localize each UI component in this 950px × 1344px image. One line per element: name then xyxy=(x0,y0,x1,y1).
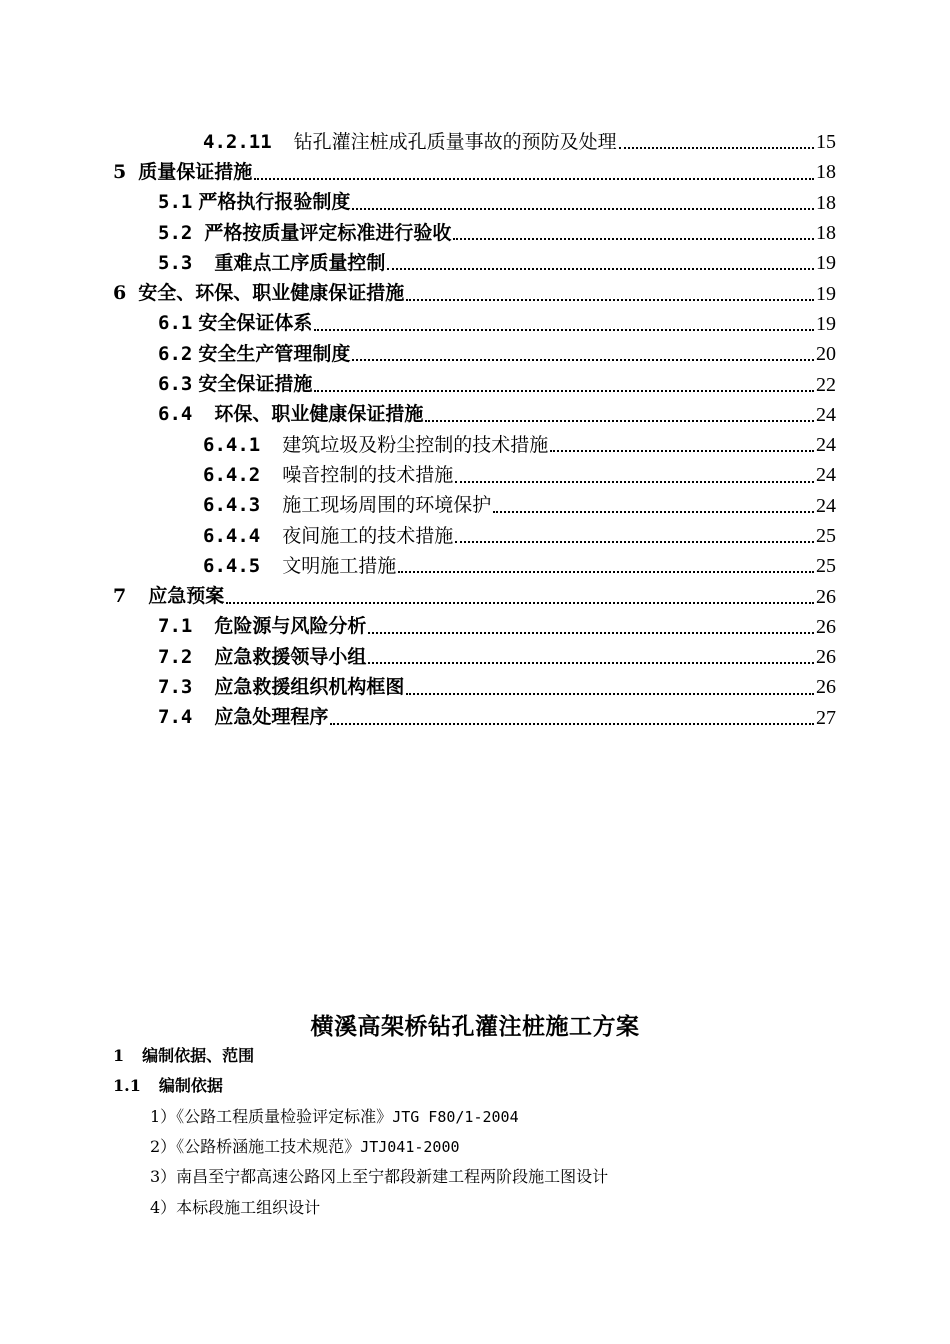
toc-entry-number: 7 xyxy=(113,585,127,608)
toc-entry-page: 15 xyxy=(816,131,836,154)
toc-entry[interactable] xyxy=(0,491,950,521)
dot-leader xyxy=(368,632,814,634)
toc-entry-page: 19 xyxy=(816,252,836,275)
dot-leader xyxy=(314,390,814,392)
toc-entry-title: 环保、职业健康保证措施 xyxy=(214,403,424,426)
toc-entry-title: 危险源与风险分析 xyxy=(214,615,367,638)
dot-leader xyxy=(314,329,814,331)
dot-leader xyxy=(455,481,814,483)
toc-entry-page: 24 xyxy=(816,494,836,517)
toc-entry[interactable] xyxy=(0,581,950,611)
subsection-title: 编制依据 xyxy=(158,1076,223,1095)
toc-entry-title: 夜间施工的技术措施 xyxy=(282,524,454,547)
toc-entry-title: 应急救援组织机构框图 xyxy=(214,675,405,698)
toc-entry-title: 安全保证措施 xyxy=(198,373,313,396)
section-number: 1 xyxy=(113,1046,125,1065)
toc-entry[interactable] xyxy=(0,369,950,399)
toc-entry-page: 19 xyxy=(816,282,836,305)
dot-leader xyxy=(254,178,814,180)
dot-leader xyxy=(330,723,814,725)
dot-leader xyxy=(226,602,814,604)
toc-entry-page: 26 xyxy=(816,615,836,638)
toc-entry-number: 6.4.5 xyxy=(203,554,261,577)
dot-leader xyxy=(352,359,814,361)
toc-entry-page: 25 xyxy=(816,555,836,578)
toc-entry-title: 施工现场周围的环境保护 xyxy=(282,494,492,517)
toc-entry-page: 19 xyxy=(816,312,836,335)
toc-entry-number: 7.2 xyxy=(158,645,193,668)
reference-item xyxy=(150,1164,608,1187)
dot-leader xyxy=(619,147,814,149)
toc-entry-page: 26 xyxy=(816,676,836,699)
toc-entry-number: 6.1 xyxy=(158,312,193,335)
toc-entry-title: 重难点工序质量控制 xyxy=(214,251,386,274)
reference-code: JTJ041-2000 xyxy=(360,1138,460,1156)
toc-entry-title: 安全生产管理制度 xyxy=(198,342,351,365)
reference-title: 3）南昌至宁都高速公路冈上至宁都段新建工程两阶段施工图设计 xyxy=(150,1167,609,1186)
table-of-contents xyxy=(0,127,950,733)
dot-leader xyxy=(453,238,814,240)
toc-entry-title: 钻孔灌注桩成孔质量事故的预防及处理 xyxy=(293,130,617,153)
toc-entry[interactable] xyxy=(0,309,950,339)
toc-entry-title: 安全、环保、职业健康保证措施 xyxy=(138,282,405,305)
toc-entry-number: 5 xyxy=(113,160,127,183)
toc-entry-title: 应急预案 xyxy=(148,585,225,608)
toc-entry-title: 严格执行报验制度 xyxy=(198,191,351,214)
toc-entry-title: 应急处理程序 xyxy=(214,706,329,729)
toc-entry[interactable] xyxy=(0,127,950,157)
toc-entry-number: 7.4 xyxy=(158,706,193,729)
reference-item xyxy=(150,1104,519,1127)
toc-entry[interactable] xyxy=(0,430,950,460)
toc-entry-page: 18 xyxy=(816,191,836,214)
toc-entry-number: 6.4 xyxy=(158,403,193,426)
toc-entry-title: 严格按质量评定标准进行验收 xyxy=(204,221,452,244)
toc-entry-page: 26 xyxy=(816,585,836,608)
dot-leader xyxy=(425,420,814,422)
toc-entry-page: 26 xyxy=(816,646,836,669)
toc-entry[interactable] xyxy=(0,612,950,642)
toc-entry-title: 噪音控制的技术措施 xyxy=(282,463,454,486)
toc-entry-title: 建筑垃圾及粉尘控制的技术措施 xyxy=(282,433,549,456)
toc-entry[interactable] xyxy=(0,278,950,308)
dot-leader xyxy=(387,268,814,270)
toc-entry-page: 24 xyxy=(816,403,836,426)
dot-leader xyxy=(406,299,814,301)
toc-entry-title: 应急救援领导小组 xyxy=(214,645,367,668)
toc-entry[interactable] xyxy=(0,157,950,187)
toc-entry-number: 7.1 xyxy=(158,615,193,638)
reference-title: 1）《公路工程质量检验评定标准》 xyxy=(150,1107,393,1126)
toc-entry[interactable] xyxy=(0,188,950,218)
toc-entry[interactable] xyxy=(0,642,950,672)
toc-entry[interactable] xyxy=(0,218,950,248)
toc-entry-number: 5.3 xyxy=(158,251,193,274)
toc-entry-page: 20 xyxy=(816,343,836,366)
toc-entry-number: 6.4.2 xyxy=(203,463,261,486)
toc-entry[interactable] xyxy=(0,672,950,702)
toc-entry-number: 6.2 xyxy=(158,342,193,365)
reference-title: 4）本标段施工组织设计 xyxy=(150,1198,321,1217)
reference-item xyxy=(150,1134,460,1157)
reference-item xyxy=(150,1195,320,1218)
toc-entry-page: 24 xyxy=(816,464,836,487)
dot-leader xyxy=(406,693,814,695)
reference-title: 2）《公路桥涵施工技术规范》 xyxy=(150,1137,361,1156)
dot-leader xyxy=(368,662,814,664)
toc-entry-page: 18 xyxy=(816,161,836,184)
section-heading xyxy=(113,1043,254,1066)
toc-entry[interactable] xyxy=(0,551,950,581)
toc-entry-page: 27 xyxy=(816,706,836,729)
reference-code: JTG F80/1-2004 xyxy=(392,1108,519,1126)
toc-entry-title: 质量保证措施 xyxy=(138,160,253,183)
toc-entry-page: 18 xyxy=(816,222,836,245)
toc-entry-title: 文明施工措施 xyxy=(282,554,397,577)
toc-entry[interactable] xyxy=(0,703,950,733)
toc-entry-title: 安全保证体系 xyxy=(198,312,313,335)
subsection-number: 1.1 xyxy=(113,1076,141,1095)
dot-leader xyxy=(455,541,814,543)
toc-entry-number: 6.4.3 xyxy=(203,494,261,517)
toc-entry-number: 6 xyxy=(113,282,127,305)
toc-entry-page: 24 xyxy=(816,434,836,457)
dot-leader xyxy=(550,450,814,452)
dot-leader xyxy=(352,208,814,210)
section-title: 编制依据、范围 xyxy=(142,1046,255,1065)
toc-entry[interactable] xyxy=(0,248,950,278)
dot-leader xyxy=(493,511,814,513)
toc-entry-page: 22 xyxy=(816,373,836,396)
toc-entry-number: 6.3 xyxy=(158,373,193,396)
toc-entry-number: 4.2.11 xyxy=(203,130,272,153)
toc-entry[interactable] xyxy=(0,460,950,490)
toc-entry-number: 5.2 xyxy=(158,221,193,244)
toc-entry-number: 6.4.1 xyxy=(203,433,261,456)
toc-entry-number: 7.3 xyxy=(158,675,193,698)
toc-entry[interactable] xyxy=(0,521,950,551)
document-title: 横溪高架桥钻孔灌注桩施工方案 xyxy=(310,1013,640,1040)
dot-leader xyxy=(398,571,814,573)
toc-entry-number: 5.1 xyxy=(158,191,193,214)
toc-entry[interactable] xyxy=(0,400,950,430)
toc-entry[interactable] xyxy=(0,339,950,369)
toc-entry-number: 6.4.4 xyxy=(203,524,261,547)
subsection-heading xyxy=(113,1073,223,1096)
toc-entry-page: 25 xyxy=(816,525,836,547)
